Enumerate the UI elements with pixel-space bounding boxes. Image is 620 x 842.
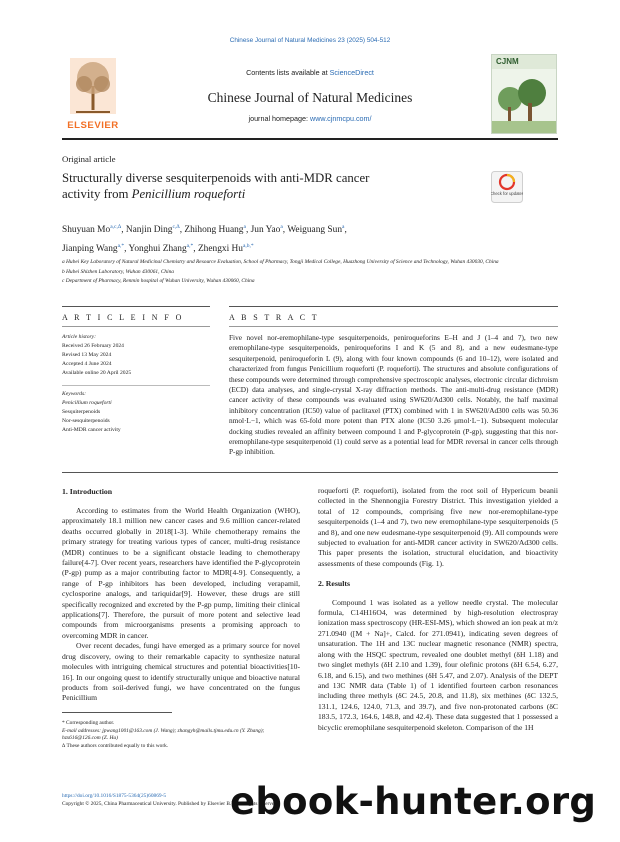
results-heading: 2. Results [318,579,351,589]
doi-link[interactable]: https://doi.org/10.1016/S1875-5364(25)60869-5 [62,793,167,799]
article-info-heading: A R T I C L E I N F O [62,313,184,322]
abstract-rule-end [62,472,558,473]
history-label: Article history: [62,334,97,340]
article-type: Original article [62,154,116,164]
header-divider [62,138,558,140]
check-for-updates-badge[interactable] [491,171,523,203]
journal-homepage-line [135,114,485,123]
journal-title: Chinese Journal of Natural Medicines [207,90,413,105]
author[interactable]: Jun Yao$^a$ [250,224,283,236]
affiliation-b: b Hubei Shizhen Laboratory, Wuhan 430061, China [62,268,175,275]
results-paragraph-1: Compound 1 was isolated as a yellow needle crystal. The molecular formula, C14H16O4, was determined by high-resolution electrospray ionization mass spectroscopy (HR-ESI-MS), which showed an ion peak at m/z 271.0940 ([M + Na]+, Calcd. for 271.0941), indicating seven degrees of unsaturation. The 1H and 13C nuclear magnetic resonance (NMR) spectra, along with the HSQC spectrum, revealed one doublet methyl (δH 1.18) and two singlet methyls (δH 2.10 and 1.39), four olefinic protons (δH 6.54, 6.27, 6.18, and 6.15), and two methines (δH 5.47, and 2.07). Analysis of the DEPT and 13C NMR data (Table 1) of 1 identified fourteen carbon resonances including three methyls (δC 24.5, 20.8, and 11.8), six methines (δC 132.5, 131.1, 124.6, 124.0, 71.3, and 39.7), and five non-protonated carbons (δC 183.5, 172.3, 164.6, 148.8, and 42.4). These data suggested that 1 possessed a bicyclic eremophilane sesquiterpenoid skeleton. Comparison of the 1H [318,597,558,732]
author[interactable]: Weiguang Sun$^a$ [287,224,345,236]
author[interactable]: Shuyuan $Mo^{a,c,\Delta}$ [62,224,122,236]
affiliation-c: c Department of Pharmacy, Renmin hospital of Wuhan University, Wuhan 430060, China [62,278,255,284]
contents-prefix: Contents lists available at [246,68,330,77]
elsevier-tree-logo [62,56,124,130]
right-column [318,486,558,733]
abstract-rule-top [229,306,558,307]
watermark-text: ebook-hunter.org [230,780,597,823]
author-list: Shuyuan $Mo^{a,c,\Delta}$, Nanjin Ding$^{c,\Delta}$, Zhihong Huang$^a$, Jun Yao$^a$, Weiguang Sun$^a$, Jianping Wang$^{a,*}$, Yonghui Zhang$^{a,*}$, Zhengxi $Hu^{a,b,*}$ [62,224,347,255]
homepage-link[interactable]: www.cjnmcpu.com/ [310,114,372,123]
history-accepted: Accepted 4 June 2024 [62,360,112,367]
cover-title: CJNM [496,57,519,66]
paper-title [62,170,482,202]
history-revised: Revised 13 May 2024 [62,351,112,358]
check-badge-label: Check for updates [491,191,523,196]
affiliation-a: a Hubei Key Laboratory of Natural Medicinal Chemistry and Resource Evaluation, School of Pharmacy, Tongji Medical College, Huazhong University of Science and Technology, Wuhan 430030, China [62,259,499,265]
title-line-2 [62,186,482,202]
author[interactable]: Jianping Wang$^{a,*}$ [62,243,125,255]
introduction-heading: 1. Introduction [62,487,113,496]
journal-cover-image [491,54,557,134]
keyword: Penicillium roqueforti [62,399,112,406]
sciencedirect-link[interactable]: ScienceDirect [329,68,374,77]
author[interactable]: Zhihong Huang$^a$ [184,224,246,236]
publisher-logo-text: ELSEVIER [67,120,119,131]
author[interactable]: Zhengxi $Hu^{a,b,*}$ [197,243,254,255]
abstract-rule-bottom [229,326,558,327]
title-line-2-species: Penicillium roqueforti [131,187,246,201]
footnotes [62,720,300,750]
copyright-line: Copyright © 2025, China Pharmaceutical University. Published by Elsevier B.V. All rights reserved. [62,800,279,807]
article-history [62,333,210,378]
keyword: Sesquiterpenoids [62,408,101,415]
author[interactable]: Yonghui Zhang$^{a,*}$ [128,243,194,255]
keyword: Nor-sesquiterpenoids [62,417,110,424]
history-received: Received 26 February 2024 [62,342,124,349]
title-line-2-plain: activity from [62,187,132,201]
keywords [62,390,210,435]
affiliations [62,258,558,287]
keyword: Anti-MDR cancer activity [62,426,121,433]
corresponding-author-note: * Corresponding author. [62,720,115,726]
intro-paragraph-3: roqueforti (P. roqueforti), isolated from the root soil of Hypericum beanii collected in the Shennongjia Forestry District. This investigation yielded a total of 12 compounds, comprising five new nor-eremophilane-type sesquiterpenoids (1–4 and 7), two new eremophilane-type sesquiterpenoids (5 and 8), and one new eudesmane-type sesquiterpenoid (9). All compounds were subjected to evaluation for anti-MDR cancer activity in SW620/Ad300 cells. This paper presents the isolation, structural elucidation, and bioactivity assessments of these compounds (Fig. 1). [318,486,558,568]
intro-paragraph-2: Over recent decades, fungi have emerged as a primary source for novel drug discovery, owing to their remarkable capacity to synthesize natural molecules with intriguing chemical structures and potential bioactivities[10-16]. In our ongoing quest to identify structurally unique and bioactive natural products from soil-derived fungi, we have concentrated on the fungus Penicillium [62,641,300,703]
left-column [62,506,300,704]
info-rule-top [62,306,210,307]
running-head: Chinese Journal of Natural Medicines 23 (2025) 504-512 [229,37,391,44]
contents-line [135,68,485,77]
email-addresses[interactable]: E-mail addresses: jpwang1001@163.com (J. Wang); zhangyh@mails.tjmu.edu.cn (Y. Zhang); hzx616@126.com (Z. Hu) [62,727,265,742]
keywords-divider [62,385,210,386]
abstract-heading: A B S T R A C T [229,313,320,322]
author[interactable]: Nanjin Ding$^{c,\Delta}$ [125,224,180,236]
title-line-1: Structurally diverse sesquiterpenoids with anti-MDR cancer [62,171,370,185]
history-online: Available online 20 April 2025 [62,369,132,376]
footnote-rule [62,712,172,713]
intro-paragraph-1: According to estimates from the World Health Organization (WHO), approximately 18.1 million new cancer cases and 9.6 million cancer-related deaths occurred globally in 2018[1-3]. While chemotherapy remains the primary strategy for treating various types of cancer, multi-drug resistance (MDR) continues to be a significant obstacle leading to chemotherapy failure[4-7]. Over recent years, researchers have identified the P-glycoprotein (P-gp) pump as a major contributing factor to MDR[4-9]. Consequently, a range of P-gp inhibitors has been developed, including verapamil, cyclosporine analogs, and tariquidar[9]. However, these drugs are still specifically recognized and excreted by the P-gp pump, limiting their clinical applications[7]. Therefore, the pursuit of more potent and selective lead compounds from microorganisms presents a promising approach to overcoming MDR in cancer. [62,506,300,640]
info-rule-bottom [62,326,210,327]
keywords-label: Keywords: [62,391,87,397]
equal-contribution-note: ∆ These authors contributed equally to this work. [62,742,169,749]
abstract-text: Five novel nor-eremophilane-type sesquiterpenoids, peniroqueforins E–H and J (1–4 and 7), two new eremophilane-type sesquiterpenoids, peniroqueforins I and K (5 and 8), and a new eudesmane-type sesquiterpenoid, peniroqueforin L (9), along with four known compounds (6 and 10–12), were isolated and characterized from fungus Penicillium roqueforti (P. roqueforti). The structures and absolute configurations of these compounds were determined through comprehensive spectroscopic analyses, electronic circular dichroism (ECD) data analyses, and single-crystal X-ray diffraction methods. The anti-multi-drug resistance (MDR) cancer activity of these compounds was evaluated using SW620/Ad300 cells. Notably, the half maximal inhibitory concentration (IC50) value of paclitaxel (PTX) combined with 1 in SW620/Ad300 cells was 50.36 nmol·L−1, which was 65-fold more potent than PTX alone (IC50 3.26 μmol·L−1). Subsequent molecular docking studies revealed an affinity between compound 1 and P-glycoprotein (P-gp), suggesting that this nor-eremophilane-type sesquiterpenoid (1) could serve as a potential lead for MDR reversal in cancer cells through P-gp inhibition. [229,333,558,457]
homepage-prefix: journal homepage: [248,114,311,123]
